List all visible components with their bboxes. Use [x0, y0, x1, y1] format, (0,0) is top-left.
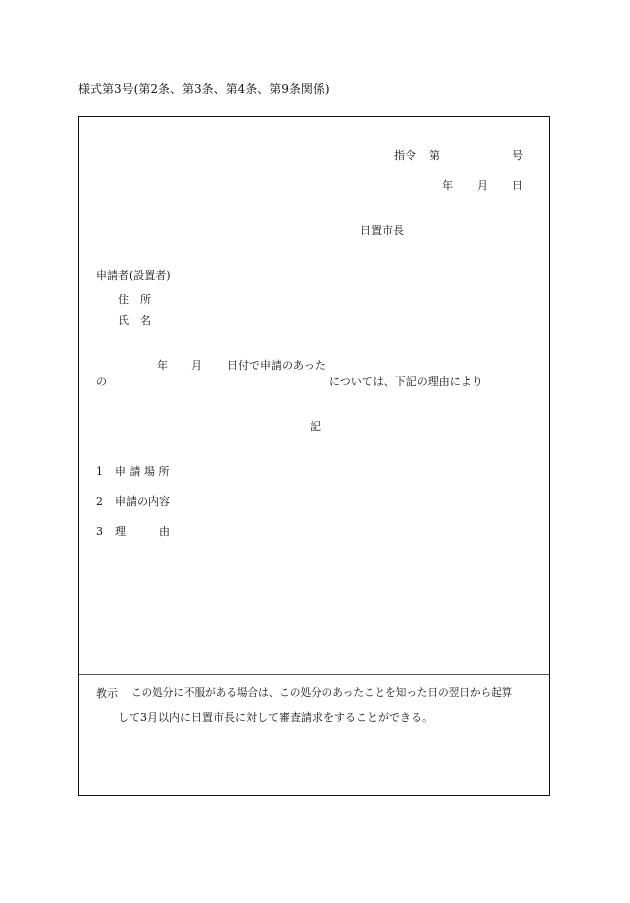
- directive-prefix: 指令: [394, 149, 416, 162]
- item-3-num: 3: [96, 525, 103, 538]
- form-frame: [78, 116, 550, 796]
- name-label: 氏 名: [118, 314, 151, 327]
- date-day: 日: [512, 179, 523, 192]
- date-month: 月: [477, 179, 488, 192]
- item-2-label: 申請の内容: [115, 495, 170, 508]
- applicant-heading: 申請者(設置者): [96, 269, 171, 282]
- statement-no: の: [96, 375, 107, 388]
- directive-go: 号: [512, 149, 523, 162]
- form-number-label: 様式第3号(第2条、第3条、第4条、第9条関係): [78, 82, 330, 96]
- notice-label: 教示: [96, 687, 118, 700]
- ki-heading: 記: [310, 420, 321, 433]
- statement-reason-phrase: については、下記の理由により: [329, 375, 483, 388]
- notice-divider: [79, 674, 549, 675]
- address-label: 住 所: [118, 293, 151, 306]
- item-3-label: 理 由: [115, 525, 170, 538]
- item-1-label: 申 請 場 所: [115, 465, 170, 478]
- directive-dai: 第: [429, 149, 440, 162]
- statement-month: 月: [191, 359, 202, 372]
- statement-year: 年: [157, 359, 168, 372]
- date-year: 年: [442, 179, 453, 192]
- notice-line-2: して3月以内に日置市長に対して審査請求をすることができる。: [118, 711, 433, 724]
- issuer-name: 日置市長: [360, 224, 404, 237]
- statement-date-phrase: 日付で申請のあった: [227, 359, 326, 372]
- item-2-num: 2: [96, 495, 103, 508]
- notice-line-1: この処分に不服がある場合は、この処分のあったことを知った日の翌日から起算: [131, 687, 513, 699]
- item-1-num: 1: [96, 465, 103, 478]
